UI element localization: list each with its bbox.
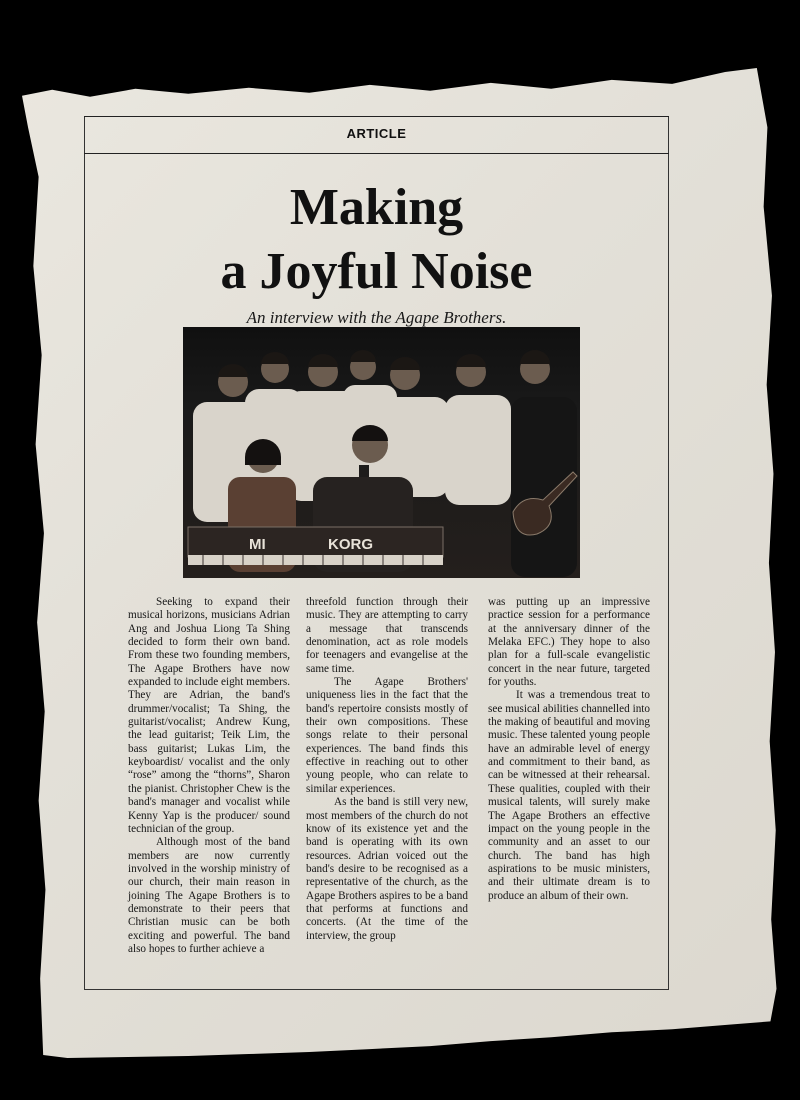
band-photo-illustration: [183, 327, 580, 578]
section-label: ARTICLE: [346, 126, 407, 141]
paragraph: It was a tremendous treat to see musical abilities channelled into the making of beautiful and moving music. These talented young people have an admirable level of energy and commitment to their band, as can be witnessed at their rehearsal. These qualities, coupled with their musical talents, will surely make The Agape Brothers an effective impact on the young people in the community and an asset to our church. The band has high aspirations to be music ministers, and their ultimate dream is to produce an album of their own.: [488, 689, 650, 902]
article-column-3: [488, 596, 650, 903]
article-column-1: [128, 596, 290, 956]
article-title-line-1: Making: [289, 179, 464, 236]
article-subtitle: An interview with the Agape Brothers.: [246, 308, 507, 327]
keyboard-brand-right: KORG: [328, 536, 373, 553]
paragraph: threefold function through their music. They are attempting to carry a message that transcends denomination, act as role models for teenagers and evangelise at the same time.: [306, 596, 468, 675]
paragraph: The Agape Brothers' uniqueness lies in the fact that the band's repertoire consists mostly of their own compositions. These songs relate to their personal experiences. The band finds this effective in reaching out to other young people, who can relate to similar experiences.: [306, 676, 468, 795]
keyboard-brand-left: MI: [249, 536, 266, 553]
band-photo: [183, 327, 580, 578]
paragraph: Seeking to expand their musical horizons, musicians Adrian Ang and Joshua Liong Ta Shing decided to form their own band. From these two founding members, The Agape Brothers have now expanded to include eight members. They are Adrian, the band's drummer/vocalist; Ta Shing, the guitarist/vocalist; Andrew Kung, the lead guitarist; Teik Lim, the bass guitarist; Lukas Lim, the keyboardist/ vocalist and the only “rose” among the “thorns”, Sharon the pianist. Christopher Chew is the band's manager and vocalist while Kenny Yap is the producer/ sound technician of the group.: [128, 596, 290, 835]
paragraph: As the band is still very new, most members of the church do not know of its existence yet and the band is operating with its own resources. Adrian voiced out the band's desire to be recognised as a representative of the church, as the Agape Brothers aspires to be a band that performs at functions and concerts. (At the time of the interview, the group: [306, 796, 468, 942]
article-body: [128, 596, 656, 966]
paragraph: Although most of the band members are now currently involved in the worship ministry of our church, their main reason in joining The Agape Brothers is to demonstrate to their peers that Christian music can be both exciting and powerful. The band also hopes to further achieve a: [128, 836, 290, 955]
article-column-2: [306, 596, 468, 943]
article-title-line-2: a Joyful Noise: [220, 243, 533, 300]
header-rule-top: [84, 116, 669, 117]
header-rule-bottom: [84, 153, 669, 154]
paragraph: was putting up an impressive practice session for a performance at the anniversary dinner of the Melaka EFC.) They hope to also plan for a full-scale evangelistic concert in the near future, targeted for youths.: [488, 596, 650, 689]
